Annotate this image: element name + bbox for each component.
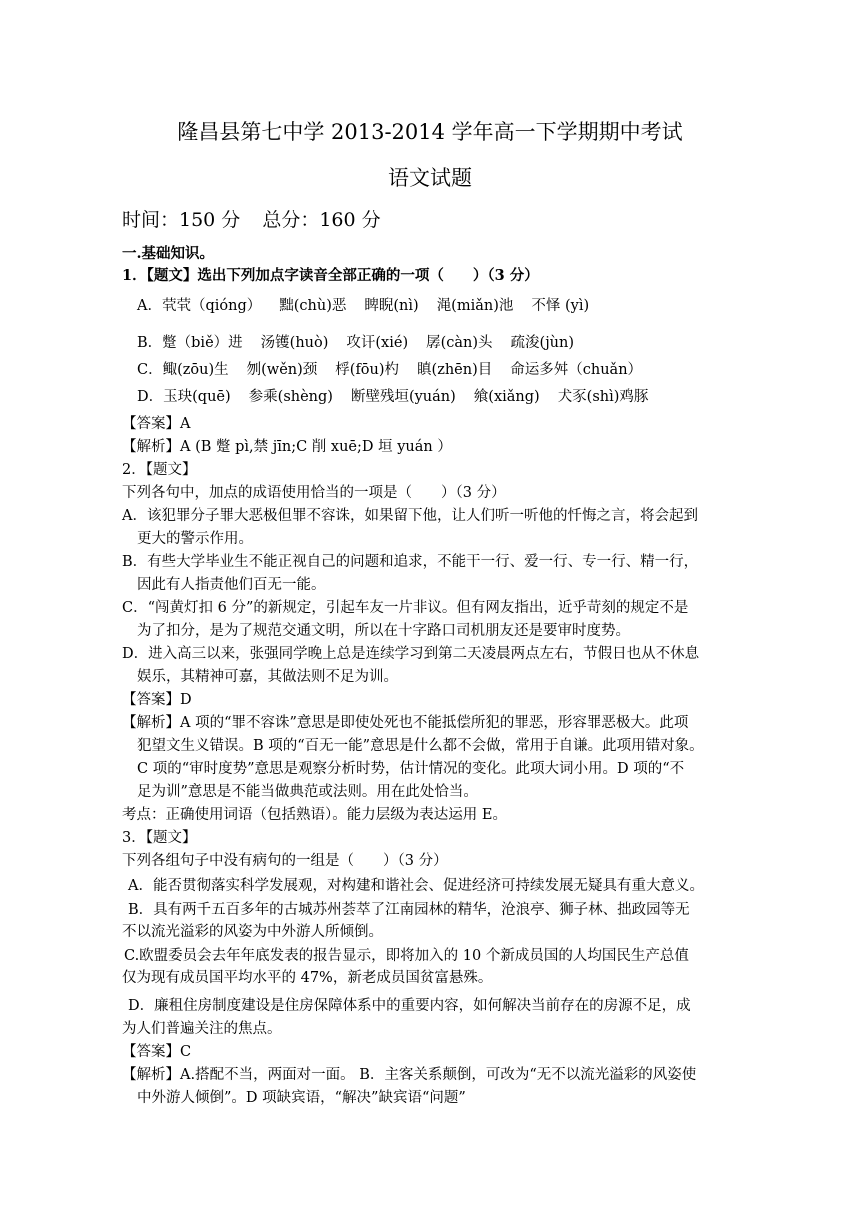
q2-analysis-line: 【解析】A 项的“罪不容诛”意思是即使处死也不能抵偿所犯的罪恶，形容罪恶极大。此项: [122, 715, 689, 731]
section-heading: 一.基础知识。: [122, 245, 215, 262]
exam-time: 时间：150 分: [122, 209, 241, 231]
q3-line: C.欧盟委员会去年年底发表的报告显示，即将加入的 10 个新成员国的人均国民生产总值: [124, 948, 689, 964]
q2-line: B．有些大学毕业生不能正视自己的问题和追求，不能干一行、爱一行、专一行、精一行，: [122, 554, 699, 570]
q1-stem: 1．【题文】选出下列加点字读音全部正确的一项（ ）（3 分）: [122, 267, 539, 284]
exam-title: 隆昌县第七中学 2013-2014 学年高一下学期期中考试: [177, 120, 683, 144]
q2-answer: 【答案】D: [122, 692, 192, 708]
q3-line: B．具有两千五百多年的古城苏州荟萃了江南园林的精华，沧浪亭、狮子林、拙政园等无: [128, 902, 690, 918]
exam-total: 总分：160 分: [262, 209, 381, 231]
q2-analysis-line: 犯望文生义错误。B 项的“百无一能”意思是什么都不会做，常用于自谦。此项用错对象。: [137, 738, 704, 754]
q3-answer: 【答案】C: [122, 1044, 192, 1060]
q2-stem: 下列各句中，加点的成语使用恰当的一项是（ ）（3 分）: [122, 485, 506, 501]
q3-line: 仅为现有成员国平均水平的 47%，新老成员国贫富悬殊。: [122, 970, 493, 986]
exam-meta: [122, 205, 381, 232]
exam-subtitle: 语文试题: [388, 166, 472, 190]
q3-stem: 下列各组句子中没有病句的一组是（ ）（3 分）: [122, 853, 448, 869]
q3-line: A．能否贯彻落实科学发展观，对构建和谐社会、促进经济可持续发展无疑具有重大意义。: [128, 878, 704, 894]
q3-analysis-line: 中外游人倾倒”。D 项缺宾语，“解决”缺宾语“问题”: [137, 1090, 466, 1106]
q2-line: C．“闯黄灯扣 6 分”的新规定，引起车友一片非议。但有网友指出，近乎苛刻的规定不是: [122, 600, 689, 616]
q1-option-d: D．玉玦(quē) 参乘(shèng) 断壁残垣(yuán) 飨(xiǎng) 犬豕(shì)鸡豚: [137, 389, 649, 405]
q3-analysis-line: 【解析】A.搭配不当，两面对一面。 B．主客关系颠倒，可改为“无不以流光溢彩的风姿使: [122, 1067, 697, 1083]
q2-line: 因此有人指责他们百无一能。: [137, 577, 326, 593]
q3-number: 3．【题文】: [122, 830, 197, 846]
q1-option-a: A．茕茕（qióng） 黜(chù)恶 睥睨(nì) 渑(miǎn)池 不怿 (yì): [137, 298, 590, 314]
q1-analysis: 【解析】A (B 蹩 pì,禁 jīn;C 削 xuē;D 垣 yuán ）: [122, 439, 452, 455]
q2-line: 娱乐，其精神可嘉，其做法则不足为训。: [137, 669, 398, 685]
q1-answer: 【答案】A: [122, 416, 191, 432]
q3-line: 为人们普遍关注的焦点。: [122, 1021, 282, 1037]
q2-analysis-line: 足为训”意思是不能当做典范或法则。用在此处恰当。: [137, 784, 478, 800]
q3-line: D．廉租住房制度建设是住房保障体系中的重要内容，如何解决当前存在的房源不足，成: [128, 998, 691, 1014]
q2-line: 为了扣分，是为了规范交通文明，所以在十字路口司机朋友还是要审时度势。: [137, 623, 630, 639]
q2-line: 更大的警示作用。: [137, 531, 253, 547]
q1-option-b: B．蹩（biě）进 汤镬(huò) 攻讦(xié) 孱(càn)头 疏浚(jùn): [137, 335, 575, 351]
q3-line: 不以流光溢彩的风姿为中外游人所倾倒。: [122, 924, 383, 940]
q2-analysis-line: C 项的“审时度势”意思是观察分析时势，估计情况的变化。此项大词小用。D 项的“不: [137, 761, 685, 777]
q1-option-c: C．鲰(zōu)生 刎(wěn)颈 桴(fōu)杓 瞋(zhēn)目 命运多舛（chuǎn）: [137, 362, 643, 378]
q2-number: 2．【题文】: [122, 462, 197, 478]
q2-line: D．进入高三以来，张强同学晚上总是连续学习到第二天凌晨两点左右，节假日也从不休息: [122, 646, 700, 662]
q2-line: A．该犯罪分子罪大恶极但罪不容诛，如果留下他，让人们听一听他的忏悔之言，将会起到: [122, 508, 698, 524]
q2-note: 考点：正确使用词语（包括熟语）。能力层级为表达运用 E。: [122, 807, 507, 823]
